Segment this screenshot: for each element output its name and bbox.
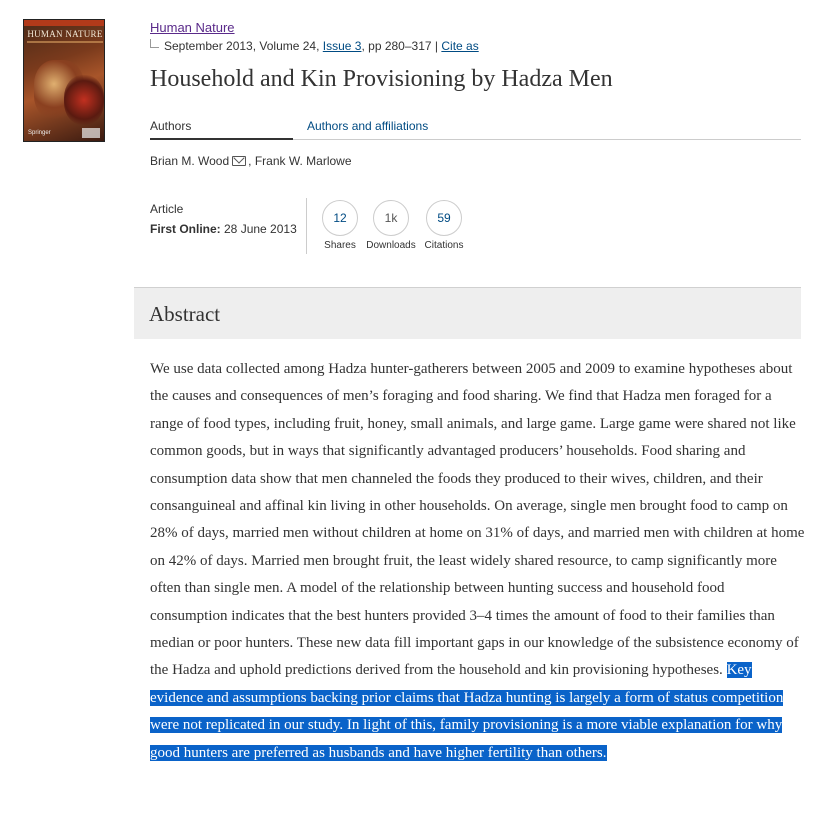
cover-top-bar [24, 20, 104, 26]
metric-label: Downloads [366, 240, 416, 251]
publication-info [150, 39, 479, 53]
corner-bracket-icon [150, 39, 159, 48]
issue-link[interactable]: Issue 3 [322, 39, 362, 53]
author-tabs [150, 117, 801, 140]
first-online-date: 28 June 2013 [220, 222, 297, 236]
metrics-divider [306, 198, 307, 254]
cover-journal-title: HUMAN NATURE [27, 29, 103, 39]
metric-value: 59 [426, 200, 462, 236]
metric-value: 12 [322, 200, 358, 236]
abstract-heading: Abstract [149, 302, 221, 326]
author-name[interactable]: Brian M. Wood [150, 154, 230, 168]
first-online [150, 222, 297, 236]
tab-authors-affiliations[interactable]: Authors and affiliations [307, 119, 429, 133]
cover-artwork-accent [64, 75, 104, 125]
cite-as-link[interactable]: Cite as [441, 39, 479, 53]
author-name[interactable]: , Frank W. Marlowe [248, 154, 352, 168]
metric-shares[interactable] [312, 200, 368, 251]
article-title: Household and Kin Provisioning by Hadza Men [150, 66, 613, 92]
metric-label: Citations [424, 240, 464, 251]
cover-divider [27, 41, 103, 43]
metric-label: Shares [324, 240, 356, 251]
abstract-header [134, 287, 801, 339]
tab-authors[interactable]: Authors [150, 119, 293, 140]
article-type: Article [150, 202, 184, 216]
abstract-selected-text[interactable]: Key evidence and assumptions backing prior claims that Hadza hunting is largely a form of status competition were not replicated in our study. In light of this, family provisioning is a more viable explanation for why good hunters are preferred as husbands and have higher fertility than others. [150, 662, 784, 761]
cover-logo [82, 128, 100, 138]
abstract-text[interactable] [150, 356, 805, 767]
journal-cover-image[interactable] [23, 19, 105, 142]
metric-citations[interactable] [416, 200, 472, 251]
cover-publisher: Springer [28, 130, 51, 136]
email-icon[interactable] [232, 156, 246, 166]
abstract-body: We use data collected among Hadza hunter-gatherers between 2005 and 2009 to examine hypotheses about the causes and consequences of men’s foraging and food sharing. We find that Hadza men foraged for a range of food types, including fruit, honey, small animals, and large game. Large game were shared not like common goods, but in ways that significantly advantaged producers’ households. Food sharing and consumption data show that men channeled the foods they produced to their wives, children, and their consanguineal and affinal kin living in other households. On average, single men brought food to camp on 28% of days, married men without children at home on 31% of days, and married men with children at home on 42% of days. Married men brought fruit, the least widely shared resource, to camp significantly more often than single men. A model of the relationship between hunting success and household food consumption indicates that the best hunters provided 3–4 times the amount of food to their families than median or poor hunters. These new data fill important gaps in our knowledge of the subsistence economy of the Hadza and uphold predictions derived from the household and kin provisioning hypotheses. [150, 361, 805, 679]
journal-link[interactable]: Human Nature [150, 20, 235, 35]
pub-pages: , pp 280–317 | [361, 39, 439, 53]
author-list [150, 154, 352, 168]
first-online-label: First Online: [150, 222, 221, 236]
metric-downloads[interactable] [363, 200, 419, 251]
metric-value: 1k [373, 200, 409, 236]
pub-date-volume: September 2013, Volume 24, [164, 39, 320, 53]
